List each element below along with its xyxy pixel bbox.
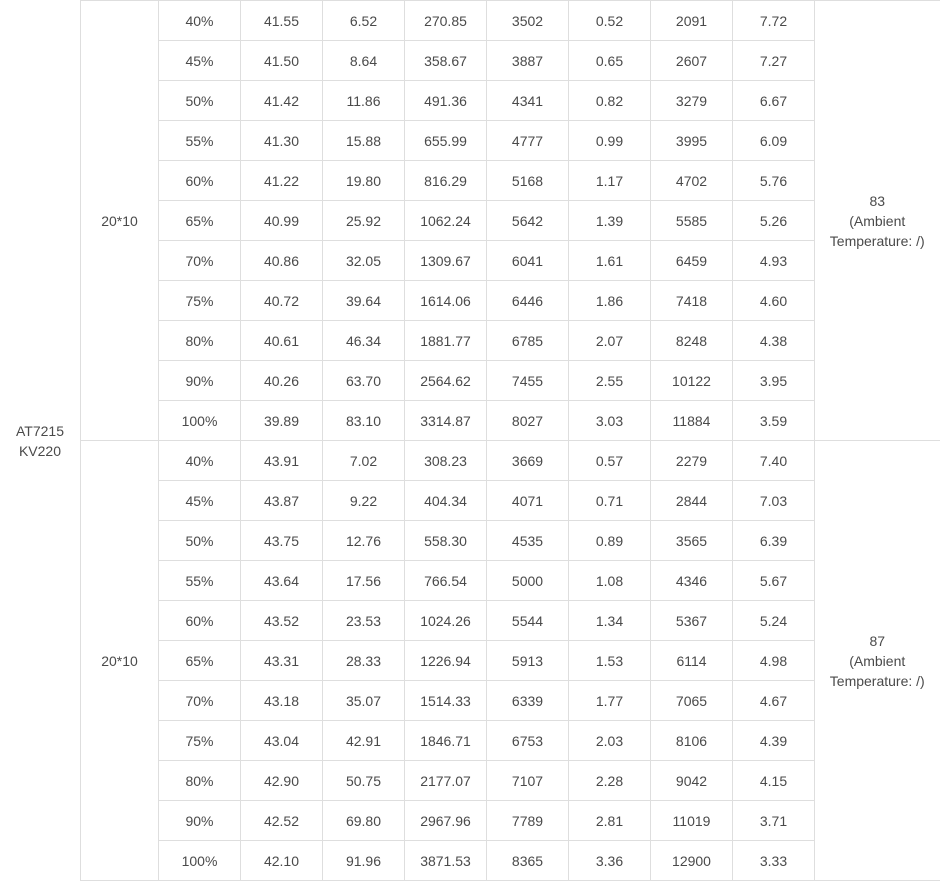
table-cell: 5.24 (733, 601, 815, 641)
table-cell: 91.96 (323, 841, 405, 881)
table-cell: 43.91 (241, 441, 323, 481)
table-cell: 4535 (487, 521, 569, 561)
table-row (81, 201, 940, 241)
table-cell: 1.08 (569, 561, 651, 601)
temperature-temp-note: (Ambient (849, 652, 906, 669)
table-cell: 42.52 (241, 801, 323, 841)
table-cell: 7455 (487, 361, 569, 401)
table-cell: 1.17 (569, 161, 651, 201)
table-cell: 75% (159, 721, 241, 761)
table-row (81, 761, 940, 801)
table-cell: 70% (159, 241, 241, 281)
table-cell: 7065 (651, 681, 733, 721)
table-row (81, 281, 940, 321)
table-cell: 4.15 (733, 761, 815, 801)
table-row (81, 681, 940, 721)
table-cell: 19.80 (323, 161, 405, 201)
table-cell: 100% (159, 401, 241, 441)
table-cell: 2564.62 (405, 361, 487, 401)
table-cell: 8.64 (323, 41, 405, 81)
table-cell: 7.72 (733, 1, 815, 41)
table-cell: 6.52 (323, 1, 405, 41)
temperature-cell (815, 441, 940, 881)
table-cell: 4.98 (733, 641, 815, 681)
table-cell: 5.67 (733, 561, 815, 601)
table-cell: 35.07 (323, 681, 405, 721)
table-row (81, 321, 940, 361)
table-cell: 3871.53 (405, 841, 487, 881)
table-row (81, 41, 940, 81)
table-cell: 46.34 (323, 321, 405, 361)
table-cell: 5367 (651, 601, 733, 641)
table-cell: 50% (159, 521, 241, 561)
table-cell: 69.80 (323, 801, 405, 841)
propeller-spec-cell: 20*10 (81, 441, 159, 881)
table-cell: 6.09 (733, 121, 815, 161)
table-row (81, 241, 940, 281)
table-cell: 2844 (651, 481, 733, 521)
table-cell: 655.99 (405, 121, 487, 161)
table-cell: 1846.71 (405, 721, 487, 761)
temperature-temp-note2: Temperature: /) (829, 672, 925, 689)
table-cell: 491.36 (405, 81, 487, 121)
table-cell: 40% (159, 441, 241, 481)
table-cell: 12900 (651, 841, 733, 881)
table-cell: 6459 (651, 241, 733, 281)
table-cell: 39.64 (323, 281, 405, 321)
table-cell: 3565 (651, 521, 733, 561)
table-cell: 43.04 (241, 721, 323, 761)
table-cell: 4702 (651, 161, 733, 201)
table-cell: 2091 (651, 1, 733, 41)
table-cell: 7789 (487, 801, 569, 841)
motor-model-kv: KV220 (18, 443, 62, 459)
table-cell: 4.67 (733, 681, 815, 721)
table-cell: 1.61 (569, 241, 651, 281)
table-cell: 90% (159, 801, 241, 841)
table-cell: 41.42 (241, 81, 323, 121)
table-cell: 40.86 (241, 241, 323, 281)
table-cell: 4.38 (733, 321, 815, 361)
table-row (81, 401, 940, 441)
table-cell: 39.89 (241, 401, 323, 441)
table-cell: 50% (159, 81, 241, 121)
table-row (81, 601, 940, 641)
table-cell: 2.55 (569, 361, 651, 401)
table-cell: 60% (159, 161, 241, 201)
table-cell: 4.60 (733, 281, 815, 321)
table-cell: 0.99 (569, 121, 651, 161)
table-cell: 40.61 (241, 321, 323, 361)
temperature-temp-value: 87 (869, 632, 886, 649)
table-cell: 0.89 (569, 521, 651, 561)
table-cell: 40.99 (241, 201, 323, 241)
table-cell: 0.65 (569, 41, 651, 81)
table-cell: 3314.87 (405, 401, 487, 441)
table-cell: 9042 (651, 761, 733, 801)
table-cell: 2967.96 (405, 801, 487, 841)
table-cell: 6.39 (733, 521, 815, 561)
table-cell: 6785 (487, 321, 569, 361)
table-cell: 0.52 (569, 1, 651, 41)
table-cell: 6753 (487, 721, 569, 761)
propeller-spec-cell: 20*10 (81, 1, 159, 441)
table-cell: 8027 (487, 401, 569, 441)
table-cell: 7107 (487, 761, 569, 801)
table-cell: 41.50 (241, 41, 323, 81)
table-row (81, 481, 940, 521)
table-row (81, 361, 940, 401)
table-cell: 2.81 (569, 801, 651, 841)
table-cell: 55% (159, 121, 241, 161)
table-cell: 65% (159, 641, 241, 681)
test-data-table (80, 0, 940, 881)
table-cell: 3279 (651, 81, 733, 121)
table-cell: 15.88 (323, 121, 405, 161)
table-cell: 1226.94 (405, 641, 487, 681)
table-cell: 4.39 (733, 721, 815, 761)
table-cell: 1.86 (569, 281, 651, 321)
table-row (81, 121, 940, 161)
table-cell: 4.93 (733, 241, 815, 281)
table-cell: 766.54 (405, 561, 487, 601)
table-cell: 11019 (651, 801, 733, 841)
temperature-temp-note2: Temperature: /) (829, 232, 925, 249)
table-cell: 42.10 (241, 841, 323, 881)
table-row (81, 1, 940, 41)
table-cell: 4071 (487, 481, 569, 521)
table-cell: 41.22 (241, 161, 323, 201)
table-cell: 3887 (487, 41, 569, 81)
table-cell: 1024.26 (405, 601, 487, 641)
table-cell: 4346 (651, 561, 733, 601)
motor-model-name: AT7215 (16, 423, 64, 439)
table-cell: 6.67 (733, 81, 815, 121)
table-cell: 1881.77 (405, 321, 487, 361)
table-cell: 1.77 (569, 681, 651, 721)
table-cell: 2279 (651, 441, 733, 481)
table-cell: 8106 (651, 721, 733, 761)
table-cell: 5168 (487, 161, 569, 201)
table-cell: 4777 (487, 121, 569, 161)
table-cell: 7.03 (733, 481, 815, 521)
table-cell: 5642 (487, 201, 569, 241)
table-cell: 5.76 (733, 161, 815, 201)
motor-model-cell (0, 0, 80, 881)
table-cell: 70% (159, 681, 241, 721)
table-cell: 3.36 (569, 841, 651, 881)
table-cell: 7.02 (323, 441, 405, 481)
table-cell: 83.10 (323, 401, 405, 441)
table-row (81, 641, 940, 681)
table-cell: 3.59 (733, 401, 815, 441)
table-cell: 1062.24 (405, 201, 487, 241)
table-cell: 40.72 (241, 281, 323, 321)
table-cell: 28.33 (323, 641, 405, 681)
table-cell: 25.92 (323, 201, 405, 241)
table-cell: 404.34 (405, 481, 487, 521)
table-cell: 1.34 (569, 601, 651, 641)
table-cell: 4341 (487, 81, 569, 121)
table-cell: 65% (159, 201, 241, 241)
table-cell: 43.64 (241, 561, 323, 601)
table-cell: 0.82 (569, 81, 651, 121)
table-cell: 43.52 (241, 601, 323, 641)
table-cell: 0.71 (569, 481, 651, 521)
table-cell: 42.91 (323, 721, 405, 761)
table-cell: 17.56 (323, 561, 405, 601)
table-cell: 10122 (651, 361, 733, 401)
table-cell: 7418 (651, 281, 733, 321)
table-cell: 3.03 (569, 401, 651, 441)
table-cell: 3.95 (733, 361, 815, 401)
table-cell: 60% (159, 601, 241, 641)
table-cell: 90% (159, 361, 241, 401)
table-cell: 2607 (651, 41, 733, 81)
table-cell: 63.70 (323, 361, 405, 401)
table-cell: 40.26 (241, 361, 323, 401)
table-cell: 7.40 (733, 441, 815, 481)
table-cell: 816.29 (405, 161, 487, 201)
table-cell: 5913 (487, 641, 569, 681)
table-cell: 308.23 (405, 441, 487, 481)
table-cell: 43.87 (241, 481, 323, 521)
table-cell: 80% (159, 321, 241, 361)
table-row (81, 521, 940, 561)
table-cell: 1.53 (569, 641, 651, 681)
table-row (81, 441, 940, 481)
table-cell: 5.26 (733, 201, 815, 241)
table-cell: 45% (159, 41, 241, 81)
table-cell: 43.75 (241, 521, 323, 561)
table-row (81, 161, 940, 201)
table-cell: 75% (159, 281, 241, 321)
table-cell: 41.30 (241, 121, 323, 161)
table-cell: 5585 (651, 201, 733, 241)
temperature-temp-value: 83 (869, 192, 886, 209)
table-cell: 43.18 (241, 681, 323, 721)
table-row (81, 801, 940, 841)
table-cell: 5000 (487, 561, 569, 601)
table-cell: 3502 (487, 1, 569, 41)
table-cell: 12.76 (323, 521, 405, 561)
table-cell: 3.71 (733, 801, 815, 841)
table-cell: 55% (159, 561, 241, 601)
table-cell: 100% (159, 841, 241, 881)
table-cell: 8248 (651, 321, 733, 361)
table-cell: 2.03 (569, 721, 651, 761)
table-cell: 7.27 (733, 41, 815, 81)
table-cell: 2.07 (569, 321, 651, 361)
table-cell: 358.67 (405, 41, 487, 81)
table-cell: 6339 (487, 681, 569, 721)
table-cell: 5544 (487, 601, 569, 641)
table-row (81, 561, 940, 601)
table-cell: 40% (159, 1, 241, 41)
table-cell: 6446 (487, 281, 569, 321)
table-cell: 270.85 (405, 1, 487, 41)
table-cell: 2177.07 (405, 761, 487, 801)
table-row (81, 721, 940, 761)
table-cell: 3669 (487, 441, 569, 481)
table-cell: 23.53 (323, 601, 405, 641)
table-cell: 45% (159, 481, 241, 521)
table-cell: 80% (159, 761, 241, 801)
table-cell: 8365 (487, 841, 569, 881)
table-cell: 3995 (651, 121, 733, 161)
table-cell: 41.55 (241, 1, 323, 41)
motor-model-label (0, 421, 80, 461)
table-cell: 1.39 (569, 201, 651, 241)
table-cell: 6041 (487, 241, 569, 281)
table-cell: 11884 (651, 401, 733, 441)
table-cell: 43.31 (241, 641, 323, 681)
table-cell: 1514.33 (405, 681, 487, 721)
table-cell: 1614.06 (405, 281, 487, 321)
temperature-cell (815, 1, 940, 441)
temperature-temp-note: (Ambient (849, 212, 906, 229)
table-cell: 1309.67 (405, 241, 487, 281)
table-row (81, 81, 940, 121)
table-cell: 9.22 (323, 481, 405, 521)
table-row (81, 841, 940, 881)
table-cell: 0.57 (569, 441, 651, 481)
table-cell: 50.75 (323, 761, 405, 801)
table-cell: 32.05 (323, 241, 405, 281)
table-cell: 6114 (651, 641, 733, 681)
table-cell: 42.90 (241, 761, 323, 801)
table-cell: 558.30 (405, 521, 487, 561)
table-cell: 2.28 (569, 761, 651, 801)
table-cell: 3.33 (733, 841, 815, 881)
table-cell: 11.86 (323, 81, 405, 121)
